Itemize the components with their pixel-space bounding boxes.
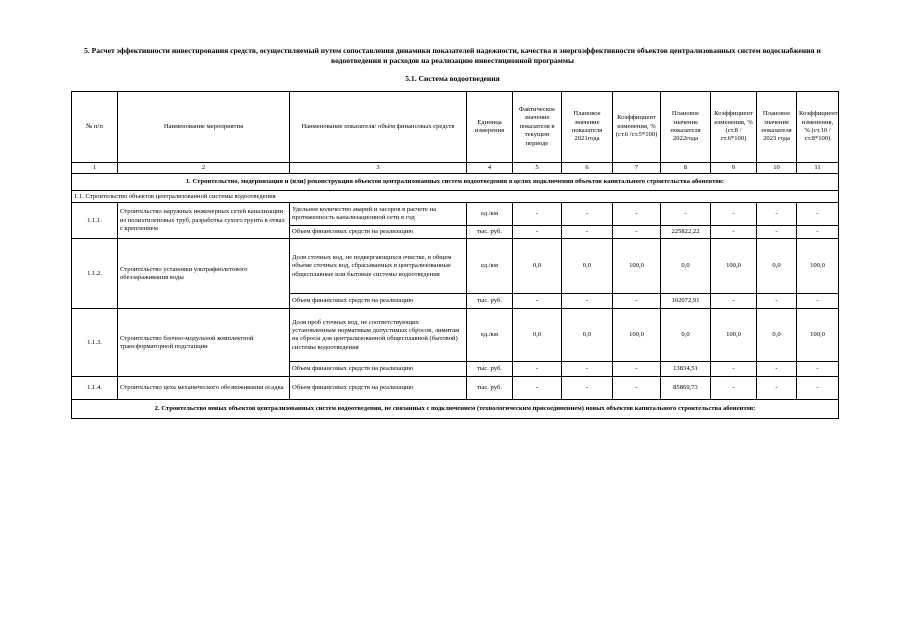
column-number: 10 — [757, 163, 797, 174]
value-cell: - — [513, 226, 562, 239]
value-cell: 0,0 — [661, 309, 711, 362]
unit-cell: тыс. руб. — [467, 226, 513, 239]
value-cell: 100,0 — [711, 309, 757, 362]
header-cell: Плановое значение показателя 2023 года — [757, 92, 797, 163]
value-cell: 100,0 — [711, 239, 757, 294]
row-number: 1.1.2. — [72, 239, 118, 309]
value-cell: - — [711, 226, 757, 239]
header-cell: Коэффициент изменения, % (ст.8 /ст.6*100) — [711, 92, 757, 163]
row-number: 1.1.4. — [72, 377, 118, 400]
measure-name: Строительство наружных инженерных сетей канализации из полиэтиленовых труб, разработка сухого грунта в отвал с креплением — [118, 203, 290, 239]
value-cell: 0,0 — [513, 239, 562, 294]
value-cell: 0,0 — [757, 239, 797, 294]
value-cell: - — [513, 362, 562, 377]
indicator-label: Объем финансовых средств на реализацию — [290, 226, 467, 239]
row-number: 1.1.1. — [72, 203, 118, 239]
value-cell: - — [613, 226, 661, 239]
header-cell: Единица измерения — [467, 92, 513, 163]
unit-cell: тыс. руб. — [467, 294, 513, 309]
value-cell: - — [797, 377, 839, 400]
value-cell: - — [562, 294, 613, 309]
value-cell: 0,0 — [513, 309, 562, 362]
unit-cell: ед./км — [467, 239, 513, 294]
unit-cell: тыс. руб. — [467, 362, 513, 377]
subsection-row — [72, 191, 839, 203]
unit-cell: ед./км — [467, 203, 513, 226]
column-number: 8 — [661, 163, 711, 174]
column-number: 4 — [467, 163, 513, 174]
value-cell: - — [711, 362, 757, 377]
measure-name: Строительство установки ультрафиолетового обеззараживания воды — [118, 239, 290, 309]
unit-cell: тыс. руб. — [467, 377, 513, 400]
value-cell: - — [513, 377, 562, 400]
table-row — [72, 309, 839, 362]
value-cell: 13834,51 — [661, 362, 711, 377]
table-row — [72, 377, 839, 400]
header-row — [72, 92, 839, 163]
measure-name: Строительство цеха механического обезвоживания осадка — [118, 377, 290, 400]
indicator-label: Доля сточных вод, не подвергающихся очистке, в общем объеме сточных вод, сбрасываемых в централизованные общесплавные или бытовые системы водоотведения — [290, 239, 467, 294]
value-cell: 0,0 — [562, 239, 613, 294]
column-number: 6 — [562, 163, 613, 174]
value-cell: 85869,73 — [661, 377, 711, 400]
value-cell: 0,0 — [562, 309, 613, 362]
header-cell: Коэффициент изменения, % (ст.6 /ст.5*100) — [613, 92, 661, 163]
value-cell: - — [757, 377, 797, 400]
indicator-label: Объем финансовых средств на реализацию — [290, 294, 467, 309]
value-cell: 100,0 — [613, 239, 661, 294]
header-cell: Коэффициент изменения, % (ст.10 /ст.8*100) — [797, 92, 839, 163]
value-cell: - — [562, 377, 613, 400]
value-cell: - — [797, 203, 839, 226]
value-cell: - — [711, 203, 757, 226]
header-cell: Фактическое значение показателя в текущем периоде — [513, 92, 562, 163]
column-number: 1 — [72, 163, 118, 174]
value-cell: - — [757, 294, 797, 309]
value-cell: - — [513, 294, 562, 309]
indicator-label: Объем финансовых средств на реализацию — [290, 362, 467, 377]
value-cell: - — [757, 362, 797, 377]
value-cell: - — [757, 226, 797, 239]
column-number-row — [72, 163, 839, 174]
value-cell: - — [711, 377, 757, 400]
value-cell: 225822,22 — [661, 226, 711, 239]
value-cell: - — [613, 362, 661, 377]
header-cell: Наименование показателя/ объём финансовых средств — [290, 92, 467, 163]
value-cell: 100,0 — [797, 239, 839, 294]
efficiency-table — [71, 91, 839, 419]
value-cell: - — [613, 294, 661, 309]
value-cell: - — [711, 294, 757, 309]
value-cell: - — [562, 203, 613, 226]
value-cell: - — [562, 362, 613, 377]
header-cell: Наименование мероприятия — [118, 92, 290, 163]
unit-cell: ед./км — [467, 309, 513, 362]
column-number: 11 — [797, 163, 839, 174]
header-cell: № п/п — [72, 92, 118, 163]
indicator-label: Удельное количество аварий и засоров в расчете на протяженность канализационной сети в год — [290, 203, 467, 226]
header-cell: Плановое значение показателя 2022года — [661, 92, 711, 163]
section-title: 2. Строительство новых объектов централизованных систем водоотведения, не связанных с подключением (технологическим присоединением) новых объектов капитального строительства абонентов: — [72, 400, 839, 419]
column-number: 2 — [118, 163, 290, 174]
value-cell: - — [562, 226, 613, 239]
value-cell: - — [797, 226, 839, 239]
table-row — [72, 203, 839, 226]
column-number: 3 — [290, 163, 467, 174]
column-number: 7 — [613, 163, 661, 174]
value-cell: 102072,91 — [661, 294, 711, 309]
section-row — [72, 174, 839, 191]
value-cell: 0,0 — [757, 309, 797, 362]
subsection-title: 1.1. Строительство объектов централизованной системы водоотведения — [72, 191, 839, 203]
indicator-label: Доля проб сточных вод, не соответствующих установленным нормативам допустимых сбросов, лимитам на сбросы для централизованной общесплавной (бытовой) системы водоотведения — [290, 309, 467, 362]
header-cell: Плановое значение показателя 2021года — [562, 92, 613, 163]
row-number: 1.1.3. — [72, 309, 118, 377]
value-cell: - — [661, 203, 711, 226]
value-cell: - — [797, 362, 839, 377]
indicator-label: Объем финансовых средств на реализацию — [290, 377, 467, 400]
value-cell: 0,0 — [661, 239, 711, 294]
value-cell: - — [513, 203, 562, 226]
value-cell: 100,0 — [613, 309, 661, 362]
value-cell: 100,0 — [797, 309, 839, 362]
value-cell: - — [613, 377, 661, 400]
measure-name: Строительство блочно-модульной комплектной трансформаторной подстанции — [118, 309, 290, 377]
value-cell: - — [757, 203, 797, 226]
section-row — [72, 400, 839, 419]
value-cell: - — [613, 203, 661, 226]
column-number: 9 — [711, 163, 757, 174]
document-heading: 5. Расчет эффективности инвестирования средств, осуществляемый путем сопоставления динамики показателей надежности, качества и энергоэффективности объектов централизованных систем водоснабжения и водоотведения и расходов на реализацию инвестиционной программы — [84, 46, 821, 65]
column-number: 5 — [513, 163, 562, 174]
table-row — [72, 239, 839, 294]
value-cell: - — [797, 294, 839, 309]
section-subheading: 5.1. Система водоотведения — [405, 74, 500, 83]
section-title: 1. Строительство, модернизация и (или) реконструкция объектов централизованных систем водоотведения в целях подключения объектов капитального строительства абонентов: — [72, 174, 839, 191]
